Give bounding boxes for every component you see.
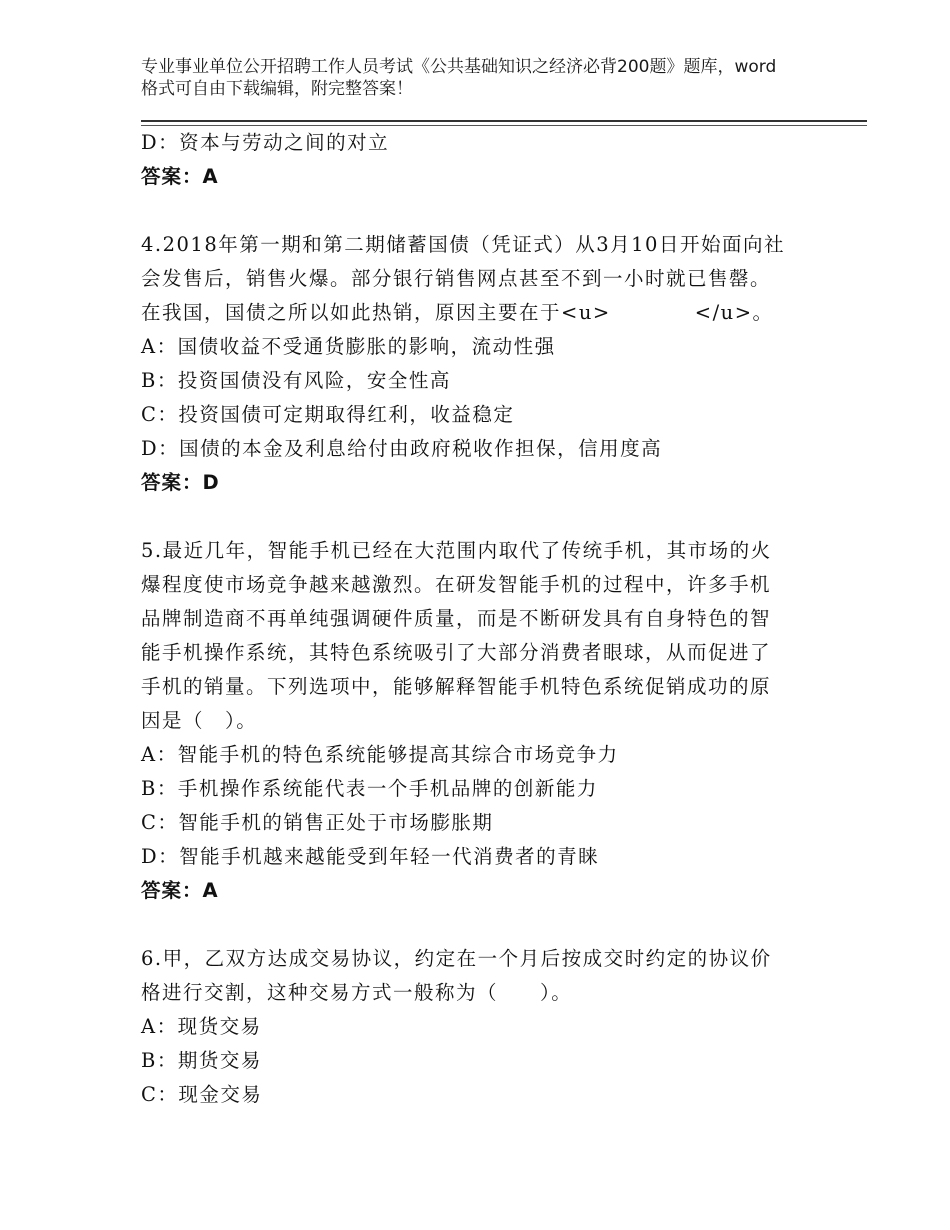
- option-a: A：国债收益不受通货膨胀的影响，流动性强: [141, 335, 556, 358]
- question-text-line: 因是（ ）。: [141, 709, 258, 732]
- answer-line: [141, 874, 811, 908]
- option-b: B：手机操作系统能代表一个手机品牌的创新能力: [141, 777, 598, 800]
- spacer: [141, 500, 811, 534]
- option-d: D：资本与劳动之间的对立: [141, 131, 390, 154]
- question-text-line: 品牌制造商不再单纯强调硬件质量，而是不断研发具有自身特色的智: [141, 607, 772, 630]
- option-b: B：期货交易: [141, 1049, 262, 1072]
- question-text-line: 手机的销量。下列选项中，能够解释智能手机特色系统促销成功的原: [141, 675, 772, 698]
- answer-line: [141, 466, 811, 500]
- question-text-line: 4.2018年第一期和第二期储蓄国债（凭证式）从3月10日开始面向社: [141, 233, 785, 256]
- question-5: [141, 534, 811, 908]
- document-header: [141, 56, 781, 100]
- question-text-line: 会发售后，销售火爆。部分银行销售网点甚至不到一小时就已售罄。: [141, 267, 772, 290]
- question-text-line: 5.最近几年，智能手机已经在大范围内取代了传统手机，其市场的火: [141, 539, 772, 562]
- question-text-line: 6.甲，乙双方达成交易协议，约定在一个月后按成交时约定的协议价: [141, 947, 772, 970]
- question-text-line: 格进行交割，这种交易方式一般称为（ ）。: [141, 981, 573, 1004]
- spacer: [141, 194, 811, 228]
- option-a: A：智能手机的特色系统能够提高其综合市场竞争力: [141, 743, 619, 766]
- answer-label: 答案：: [141, 879, 203, 902]
- question-text-line: 在我国，国债之所以如此热销，原因主要在于<u> </u>。: [141, 301, 774, 324]
- answer-value: A: [202, 879, 219, 902]
- header-title: 专业事业单位公开招聘工作人员考试《公共基础知识之经济必背200题》题库，word格式可自由下载编辑，附完整答案！: [141, 57, 777, 99]
- header-rule-thick: [141, 120, 867, 122]
- answer-label: 答案：: [141, 165, 203, 188]
- question-content: [141, 126, 811, 1112]
- option-c: C：智能手机的销售正处于市场膨胀期: [141, 811, 494, 834]
- question-text-line: 爆程度使市场竞争越来越激烈。在研发智能手机的过程中，许多手机: [141, 573, 772, 596]
- question-text-line: 能手机操作系统，其特色系统吸引了大部分消费者眼球，从而促进了: [141, 641, 772, 664]
- answer-line: [141, 160, 811, 194]
- option-c: C：投资国债可定期取得红利，收益稳定: [141, 403, 515, 426]
- question-3-tail: [141, 126, 811, 194]
- option-c: C：现金交易: [141, 1083, 263, 1106]
- spacer: [141, 908, 811, 942]
- answer-value: A: [202, 165, 219, 188]
- question-6: [141, 942, 811, 1112]
- option-a: A：现货交易: [141, 1015, 262, 1038]
- answer-value: D: [202, 471, 220, 494]
- option-b: B：投资国债没有风险，安全性高: [141, 369, 451, 392]
- question-4: [141, 228, 811, 500]
- option-d: D：智能手机越来越能受到年轻一代消费者的青睐: [141, 845, 600, 868]
- answer-label: 答案：: [141, 471, 203, 494]
- option-d: D：国债的本金及利息给付由政府税收作担保，信用度高: [141, 437, 663, 460]
